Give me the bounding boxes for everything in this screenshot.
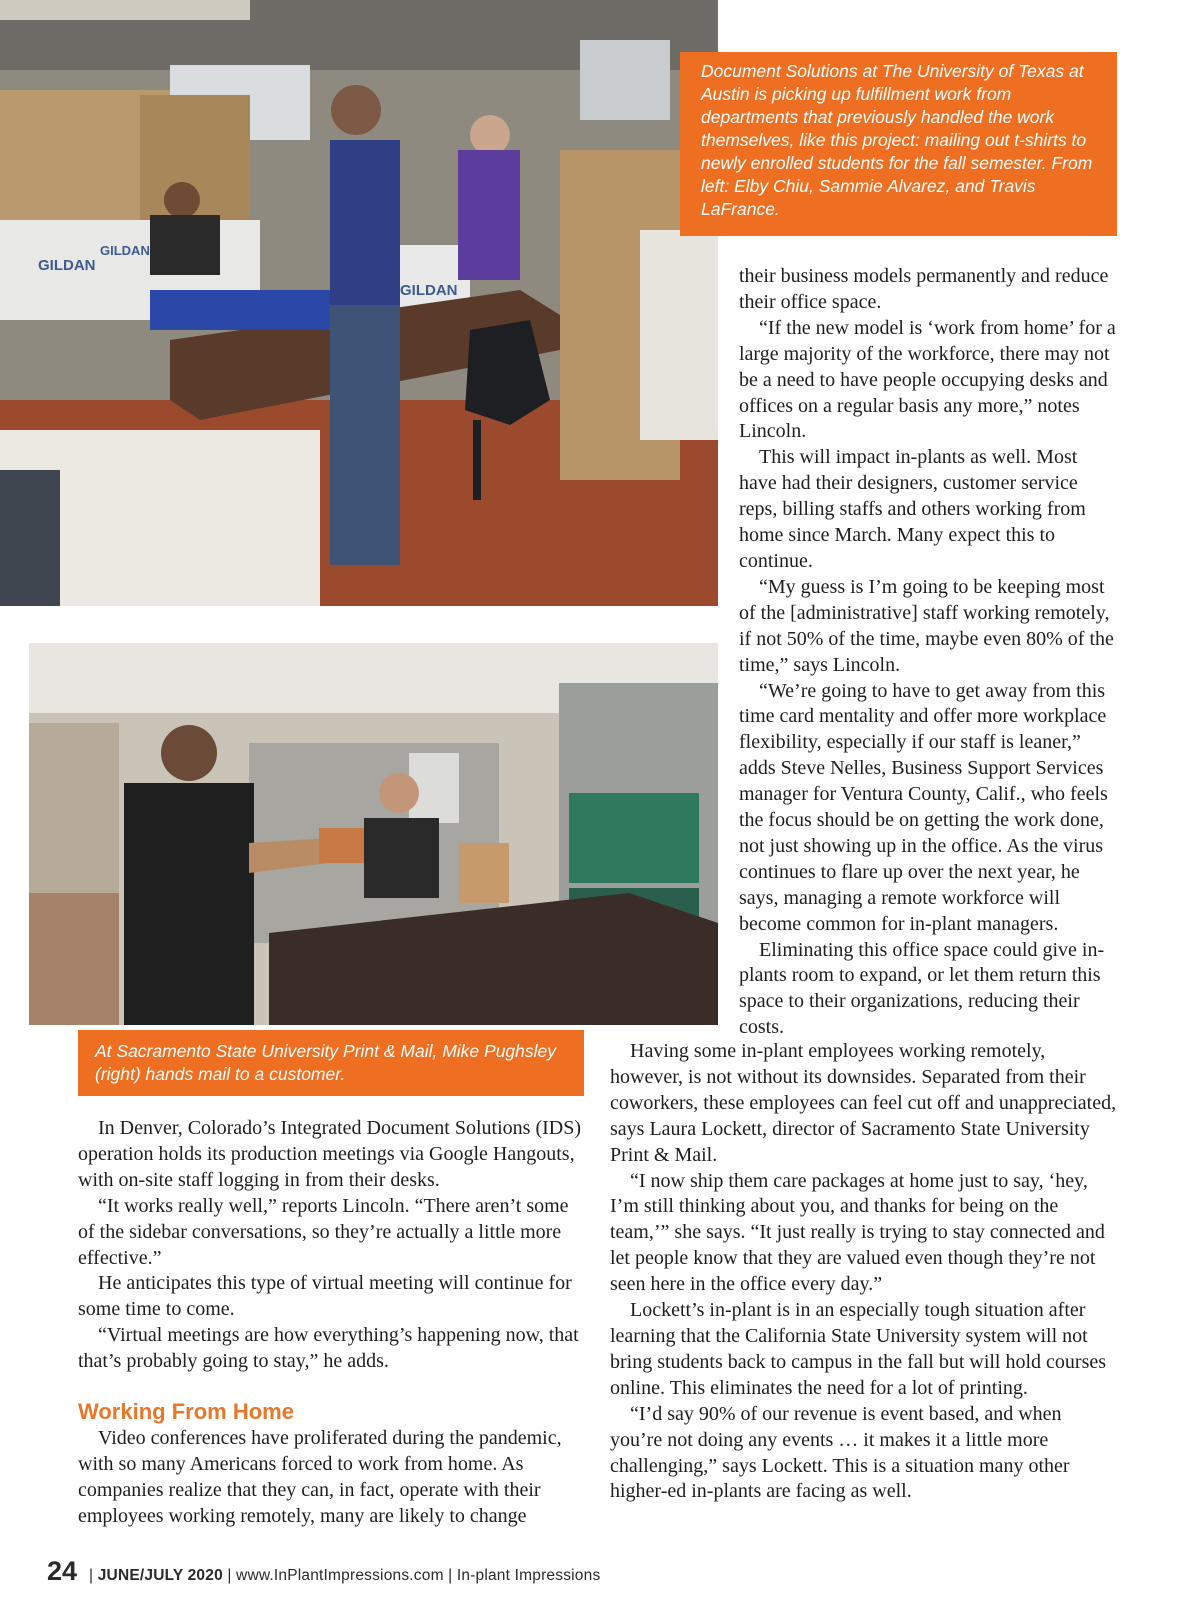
mail-counter-illustration (29, 643, 718, 1025)
footer-separator: | (227, 1567, 232, 1584)
article-paragraph: This will impact in-plants as well. Most have had their designers, customer service reps, billing staffs and others working from home since March. Many expect this to continue. (739, 446, 1086, 572)
website-link[interactable]: www.InPlantImpressions.com (236, 1567, 444, 1584)
article-paragraph: Eliminating this office space could give in-plants room to expand, or let them return this space to their organizations, reducing their costs. (739, 938, 1105, 1039)
page-number: 24 (47, 1556, 78, 1586)
article-column-right-upper (739, 264, 1117, 1041)
article-paragraph: Lockett’s in-plant is in an especially tough situation after learning that the California State University system will not bring students back to campus in the fall but will hold courses online. This eliminates the need for a lot of printing. (610, 1299, 1107, 1399)
box-label: GILDAN (400, 282, 458, 299)
article-paragraph: “Virtual meetings are how everything’s happening now, that that’s probably going to stay,” he adds. (78, 1324, 579, 1373)
article-paragraph: Video conferences have proliferated during the pandemic, with so many Americans forced to work from home. As companies realize that they can, in fact, operate with their employees working remotely, many are likely to change (78, 1427, 562, 1527)
article-paragraph: their business models permanently and reduce their office space. (739, 265, 1109, 313)
article-paragraph: “It works really well,” reports Lincoln. “There aren’t some of the sidebar conversations, so they’re actually a little more effective.” (78, 1194, 569, 1269)
magazine-name: In-plant Impressions (456, 1567, 601, 1584)
issue-date: JUNE/JULY 2020 (97, 1567, 223, 1584)
article-paragraph: “If the new model is ‘work from home’ for a large majority of the workforce, there may not be a need to have people occupying desks and offices on a regular basis any more,” notes Lincoln. (739, 316, 1116, 443)
section-heading: Working From Home (78, 1399, 294, 1425)
article-paragraph: “My guess is I’m going to be keeping most of the [administrative] staff working remotely, if not 50% of the time, maybe even 80% of the time,” says Lincoln. (739, 575, 1114, 676)
article-column-right-lower (610, 1039, 1117, 1505)
article-paragraph: “I’d say 90% of our revenue is event based, and when you’re not doing any events … it makes it a little more challenging,” says Lockett. This is a situation many other higher-ed in-plants are facing as well. (610, 1402, 1070, 1503)
footer-separator: | (448, 1567, 453, 1584)
photo-caption-middle: At Sacramento State University Print & Mail, Mike Pughsley (right) hands mail to a customer. (78, 1030, 584, 1096)
footer-separator: | (89, 1567, 94, 1584)
warehouse-fulfillment-illustration (0, 0, 718, 606)
article-column-left (78, 1116, 584, 1530)
box-label: GILDAN (100, 243, 150, 258)
page-footer (47, 1556, 600, 1587)
box-label: GILDAN (38, 257, 96, 274)
warehouse-fulfillment-photo (0, 0, 718, 606)
article-paragraph: “I now ship them care packages at home just to say, ‘hey, I’m still thinking about you, and thanks for being on the team,’” she says. “It just really is trying to stay connected and let people know that they are valued even though they’re not seen here in the office every day.” (610, 1169, 1105, 1296)
article-paragraph: “We’re going to have to get away from this time card mentality and offer more workplace flexibility, especially if our staff is leaner,” adds Steve Nelles, Business Support Services manager for Ventura County, Calif., who feels the focus should be on getting the work done, not just showing up in the office. As the virus continues to flare up over the next year, he says, managing a remote workforce will become common for in-plant managers. (739, 679, 1108, 935)
article-paragraph: Having some in-plant employees working remotely, however, is not without its downsides. Separated from their coworkers, these employees can feel cut off and unappreciated, says Laura Lockett, director of Sacramento State University Print & Mail. (610, 1040, 1117, 1166)
mail-counter-photo (29, 643, 718, 1025)
article-paragraph: In Denver, Colorado’s Integrated Document Solutions (IDS) operation holds its production meetings via Google Hangouts, with on-site staff logging in from their desks. (78, 1117, 581, 1191)
article-paragraph: He anticipates this type of virtual meeting will continue for some time to come. (78, 1272, 572, 1321)
photo-caption-top: Document Solutions at The University of Texas at Austin is picking up fulfillment work from departments that previously handled the work themselves, like this project: mailing out t-shirts to newly enrolled students for the fall semester. From left: Elby Chiu, Sammie Alvarez, and Travis LaFrance. (680, 52, 1117, 236)
